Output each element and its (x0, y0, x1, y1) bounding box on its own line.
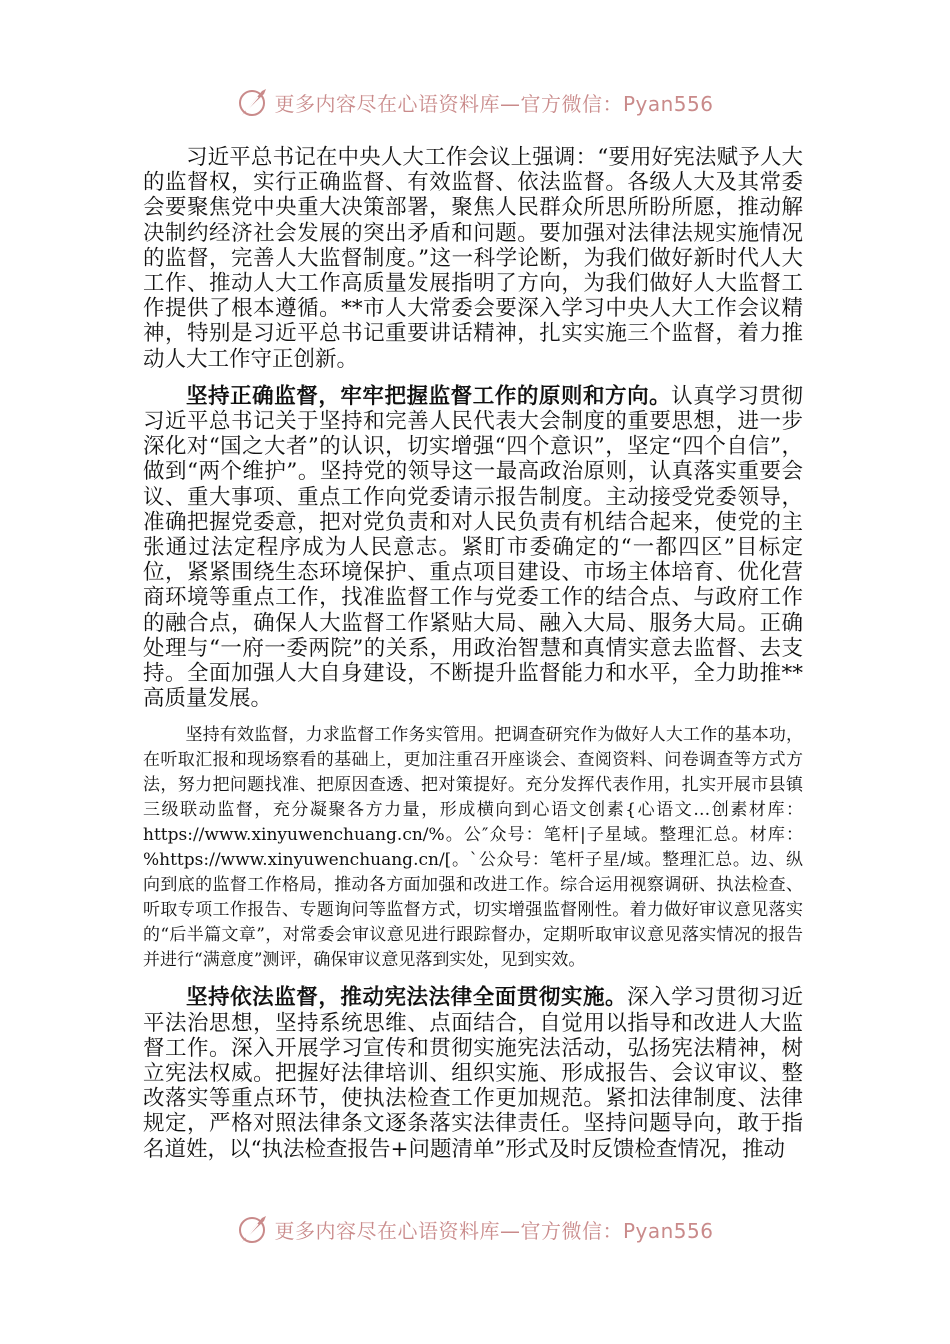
paragraph-lawful-supervision (143, 985, 803, 1161)
quill-logo-icon (236, 85, 270, 119)
banner-text: 更多内容尽在心语资料库—官方微信：Pyan556 (274, 1218, 714, 1243)
paragraph-body: 坚持有效监督，力求监督工作务实管用。把调查研究作为做好人大工作的基本功，在听取汇报和现场察看的基础上，更加注重召开座谈会、查阅资料、问卷调查等方式方法，努力把问题找准、把原因查透、把对策提好。充分发挥代表作用，扎实开展市县镇三级联动监督，充分凝聚各方力量，形成横向到心语文创素{心语文…创素材库：https://www.xinyuwenchuang.cn/%。公″众号：笔杆|子星域。整理汇总。材库：%https://www.xinyuwenchuang.cn/[。`公众号：笔杆子星/域。整理汇总。边、纵向到底的监督工作格局，推动各方面加强和改进工作。综合运用视察调研、执法检查、听取专项工作报告、专题询问等监督方式，切实增强监督刚性。着力做好审议意见落实的“后半篇文章”，对常委会审议意见进行跟踪督办，定期听取审议意见落实情况的报告并进行“满意度”测评，确保审议意见落到实处，见到实效。 (143, 725, 803, 971)
banner-text: 更多内容尽在心语资料库—官方微信：Pyan556 (274, 91, 714, 116)
paragraph-body: 习近平总书记在中央人大工作会议上强调：“要用好宪法赋予人大的监督权，实行正确监督、有效监督、依法监督。各级人大及其常委会要聚焦党中央重大决策部署，聚焦人民群众所思所盼所愿，推动解决制约经济社会发展的突出矛盾和问题。要加强对法律法规实施情况的监督，完善人大监督制度。”这一科学论断，为我们做好新时代人大工作、推动人大工作高质量发展指明了方向，为我们做好人大监督工作提供了根本遵循。**市人大常委会要深入学习中央人大工作会议精神，特别是习近平总书记重要讲话精神，扎实实施三个监督，着力推动人大工作守正创新。 (143, 145, 803, 372)
paragraph-body: 深入学习贯彻习近平法治思想，坚持系统思维、点面结合，自觉用以指导和改进人大监督工作。深入开展学习宣传和贯彻实施宪法活动，弘扬宪法精神，树立宪法权威。把握好法律培训、组织实施、形成报告、会议审议、整改落实等重点环节，使执法检查工作更加规范。紧扣法律制度、法律规定，严格对照法律条文逐条落实法律责任。坚持问题导向，敢于指名道姓，以“执法检查报告+问题清单”形式及时反馈检查情况，推动 (143, 985, 803, 1162)
quill-logo-icon (236, 1212, 270, 1246)
paragraph-heading: 坚持正确监督，牢牢把握监督工作的原则和方向。 (186, 383, 672, 409)
document-body (143, 145, 803, 1162)
footer-watermark-banner (0, 1207, 950, 1251)
paragraph-intro (143, 145, 803, 372)
paragraph-correct-supervision (143, 384, 803, 712)
header-watermark-banner (0, 80, 950, 124)
paragraph-body: 认真学习贯彻习近平总书记关于坚持和完善人民代表大会制度的重要思想，进一步深化对“国之大者”的认识，切实增强“四个意识”，坚定“四个自信”，做到“两个维护”。坚持党的领导这一最高政治原则，认真落实重要会议、重大事项、重点工作向党委请示报告制度。主动接受党委领导，准确把握党委意，把对党负责和对人民负责有机结合起来，使党的主张通过法定程序成为人民意志。紧盯市委确定的“一都四区”目标定位，紧紧围绕生态环境保护、重点项目建设、市场主体培育、优化营商环境等重点工作，找准监督工作与党委工作的结合点、与政府工作的融合点，确保人大监督工作紧贴大局、融入大局、服务大局。正确处理与“一府一委两院”的关系，用政治智慧和真情实意去监督、去支持。全面加强人大自身建设，不断提升监督能力和水平，全力助推**高质量发展。 (143, 383, 803, 712)
paragraph-effective-supervision (143, 723, 803, 973)
paragraph-heading: 坚持依法监督，推动宪法法律全面贯彻实施。 (186, 985, 628, 1011)
